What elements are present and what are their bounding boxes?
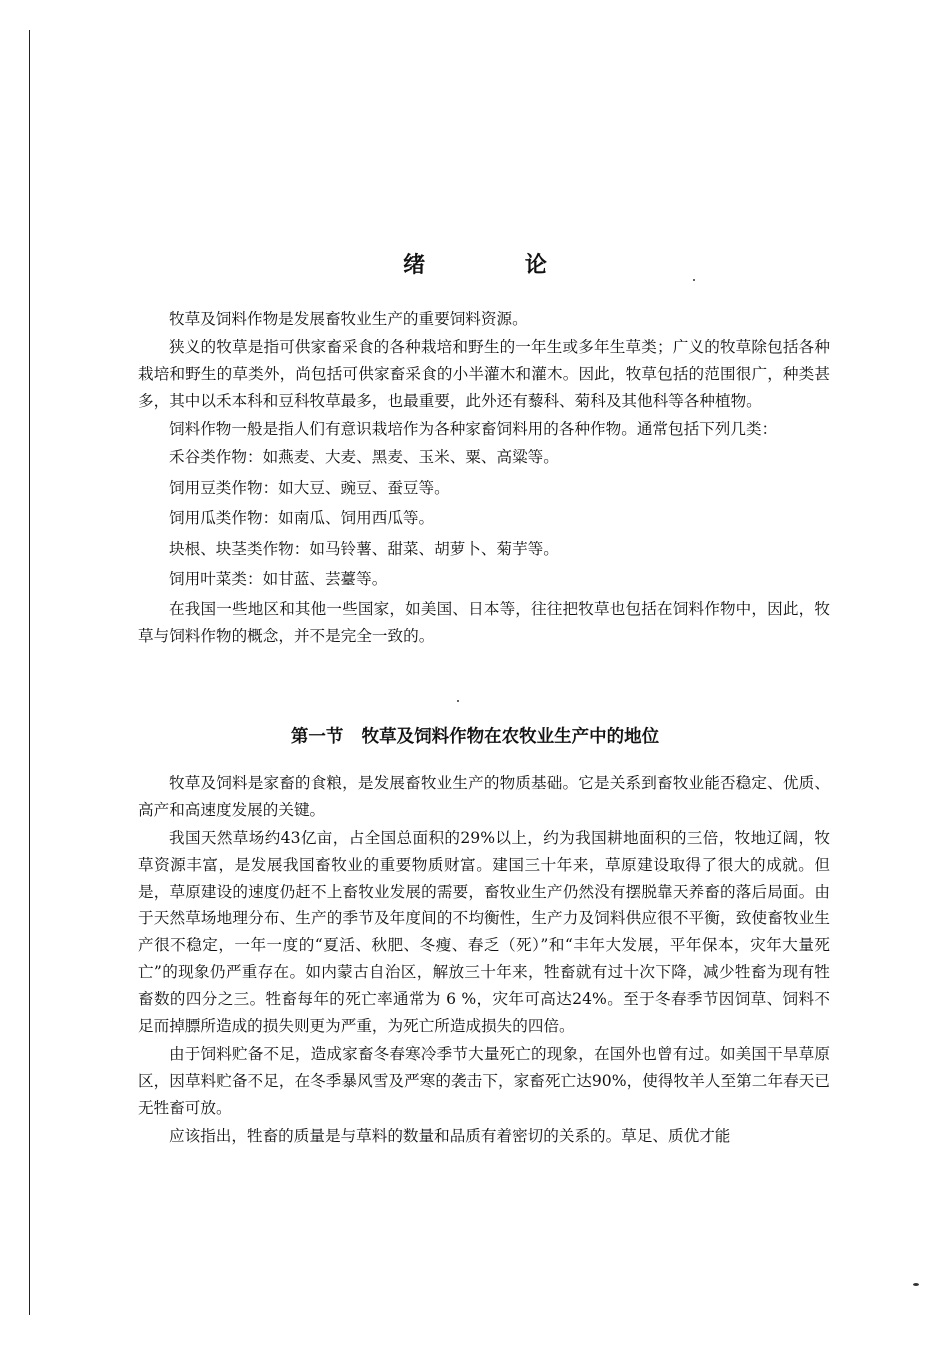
scan-speck <box>693 279 695 281</box>
intro-paragraph-3: 饲料作物一般是指人们有意识栽培作为各种家畜饲料用的各种作物。通常包括下列几类： <box>169 420 778 439</box>
crop-list-item: 饲用豆类作物：如大豆、豌豆、蚕豆等。 <box>169 478 450 497</box>
crop-list-item: 禾谷类作物：如燕麦、大麦、黑麦、玉米、粟、高粱等。 <box>169 448 559 467</box>
intro-closing-paragraph: 在我国一些地区和其他一些国家，如美国、日本等，往往把牧草也包括在饲料作物中，因此，牧草与饲料作物的概念，并不是完全一致的。 <box>138 600 830 646</box>
intro-section <box>138 306 830 652</box>
section-paragraph-2: 我国天然草场约43亿亩，占全国总面积的29%以上，约为我国耕地面积的三倍，牧地辽阔，牧草资源丰富，是发展我国畜牧业的重要物质财富。建国三十年来，草原建设取得了很大的成就。但是，草原建设的速度仍赶不上畜牧业发展的需要，畜牧业生产仍然没有摆脱靠天养畜的落后局面。由于天然草场地理分布、生产的季节及年度间的不均衡性，生产力及饲料供应很不平衡，致使畜牧业生产很不稳定，一年一度的“夏活、秋肥、冬瘦、春乏（死）”和“丰年大发展，平年保本，灾年大量死亡”的现象仍严重存在。如内蒙古自治区，解放三十年来，牲畜就有过十次下降，减少牲畜为现有牲畜数的四分之三。牲畜每年的死亡率通常为 6 %，灾年可高达24%。至于冬春季节因饲草、饲料不足而掉膘所造成的损失则更为严重，为死亡所造成损失的四倍。 <box>138 829 830 1035</box>
chapter-title: 绪 论 <box>403 252 593 278</box>
intro-paragraph-2: 狭义的牧草是指可供家畜采食的各种栽培和野生的一年生或多年生草类；广义的牧草除包括各种栽培和野生的草类外，尚包括可供家畜采食的小半灌木和灌木。因此，牧草包括的范围很广，种类甚多，其中以禾本科和豆科牧草最多，也最重要，此外还有藜科、菊科及其他科等各种植物。 <box>138 338 830 410</box>
scan-speck <box>913 1283 919 1286</box>
crop-list-item: 饲用瓜类作物：如南瓜、饲用西瓜等。 <box>169 509 435 528</box>
section-heading: 第一节 牧草及饲料作物在农牧业生产中的地位 <box>290 727 660 747</box>
page-margin-line <box>29 30 30 1315</box>
section-paragraph-1: 牧草及饲料是家畜的食粮，是发展畜牧业生产的物质基础。它是关系到畜牧业能否稳定、优质、高产和高速度发展的关键。 <box>138 774 830 819</box>
intro-paragraph-1: 牧草及饲料作物是发展畜牧业生产的重要饲料资源。 <box>169 310 528 328</box>
scan-speck <box>457 700 459 702</box>
section-body <box>138 770 830 1151</box>
crop-list-item: 块根、块茎类作物：如马铃薯、甜菜、胡萝卜、菊芋等。 <box>169 539 559 558</box>
crop-list-item: 饲用叶菜类：如甘蓝、芸薹等。 <box>169 570 388 589</box>
section-paragraph-3: 由于饲料贮备不足，造成家畜冬春寒冷季节大量死亡的现象，在国外也曾有过。如美国干旱草原区，因草料贮备不足，在冬季暴风雪及严寒的袭击下，家畜死亡达90%，使得牧羊人至第二年春天已无牲畜可放。 <box>138 1044 830 1117</box>
section-paragraph-4: 应该指出，牲畜的质量是与草料的数量和品质有着密切的关系的。草足、质优才能 <box>169 1126 731 1145</box>
